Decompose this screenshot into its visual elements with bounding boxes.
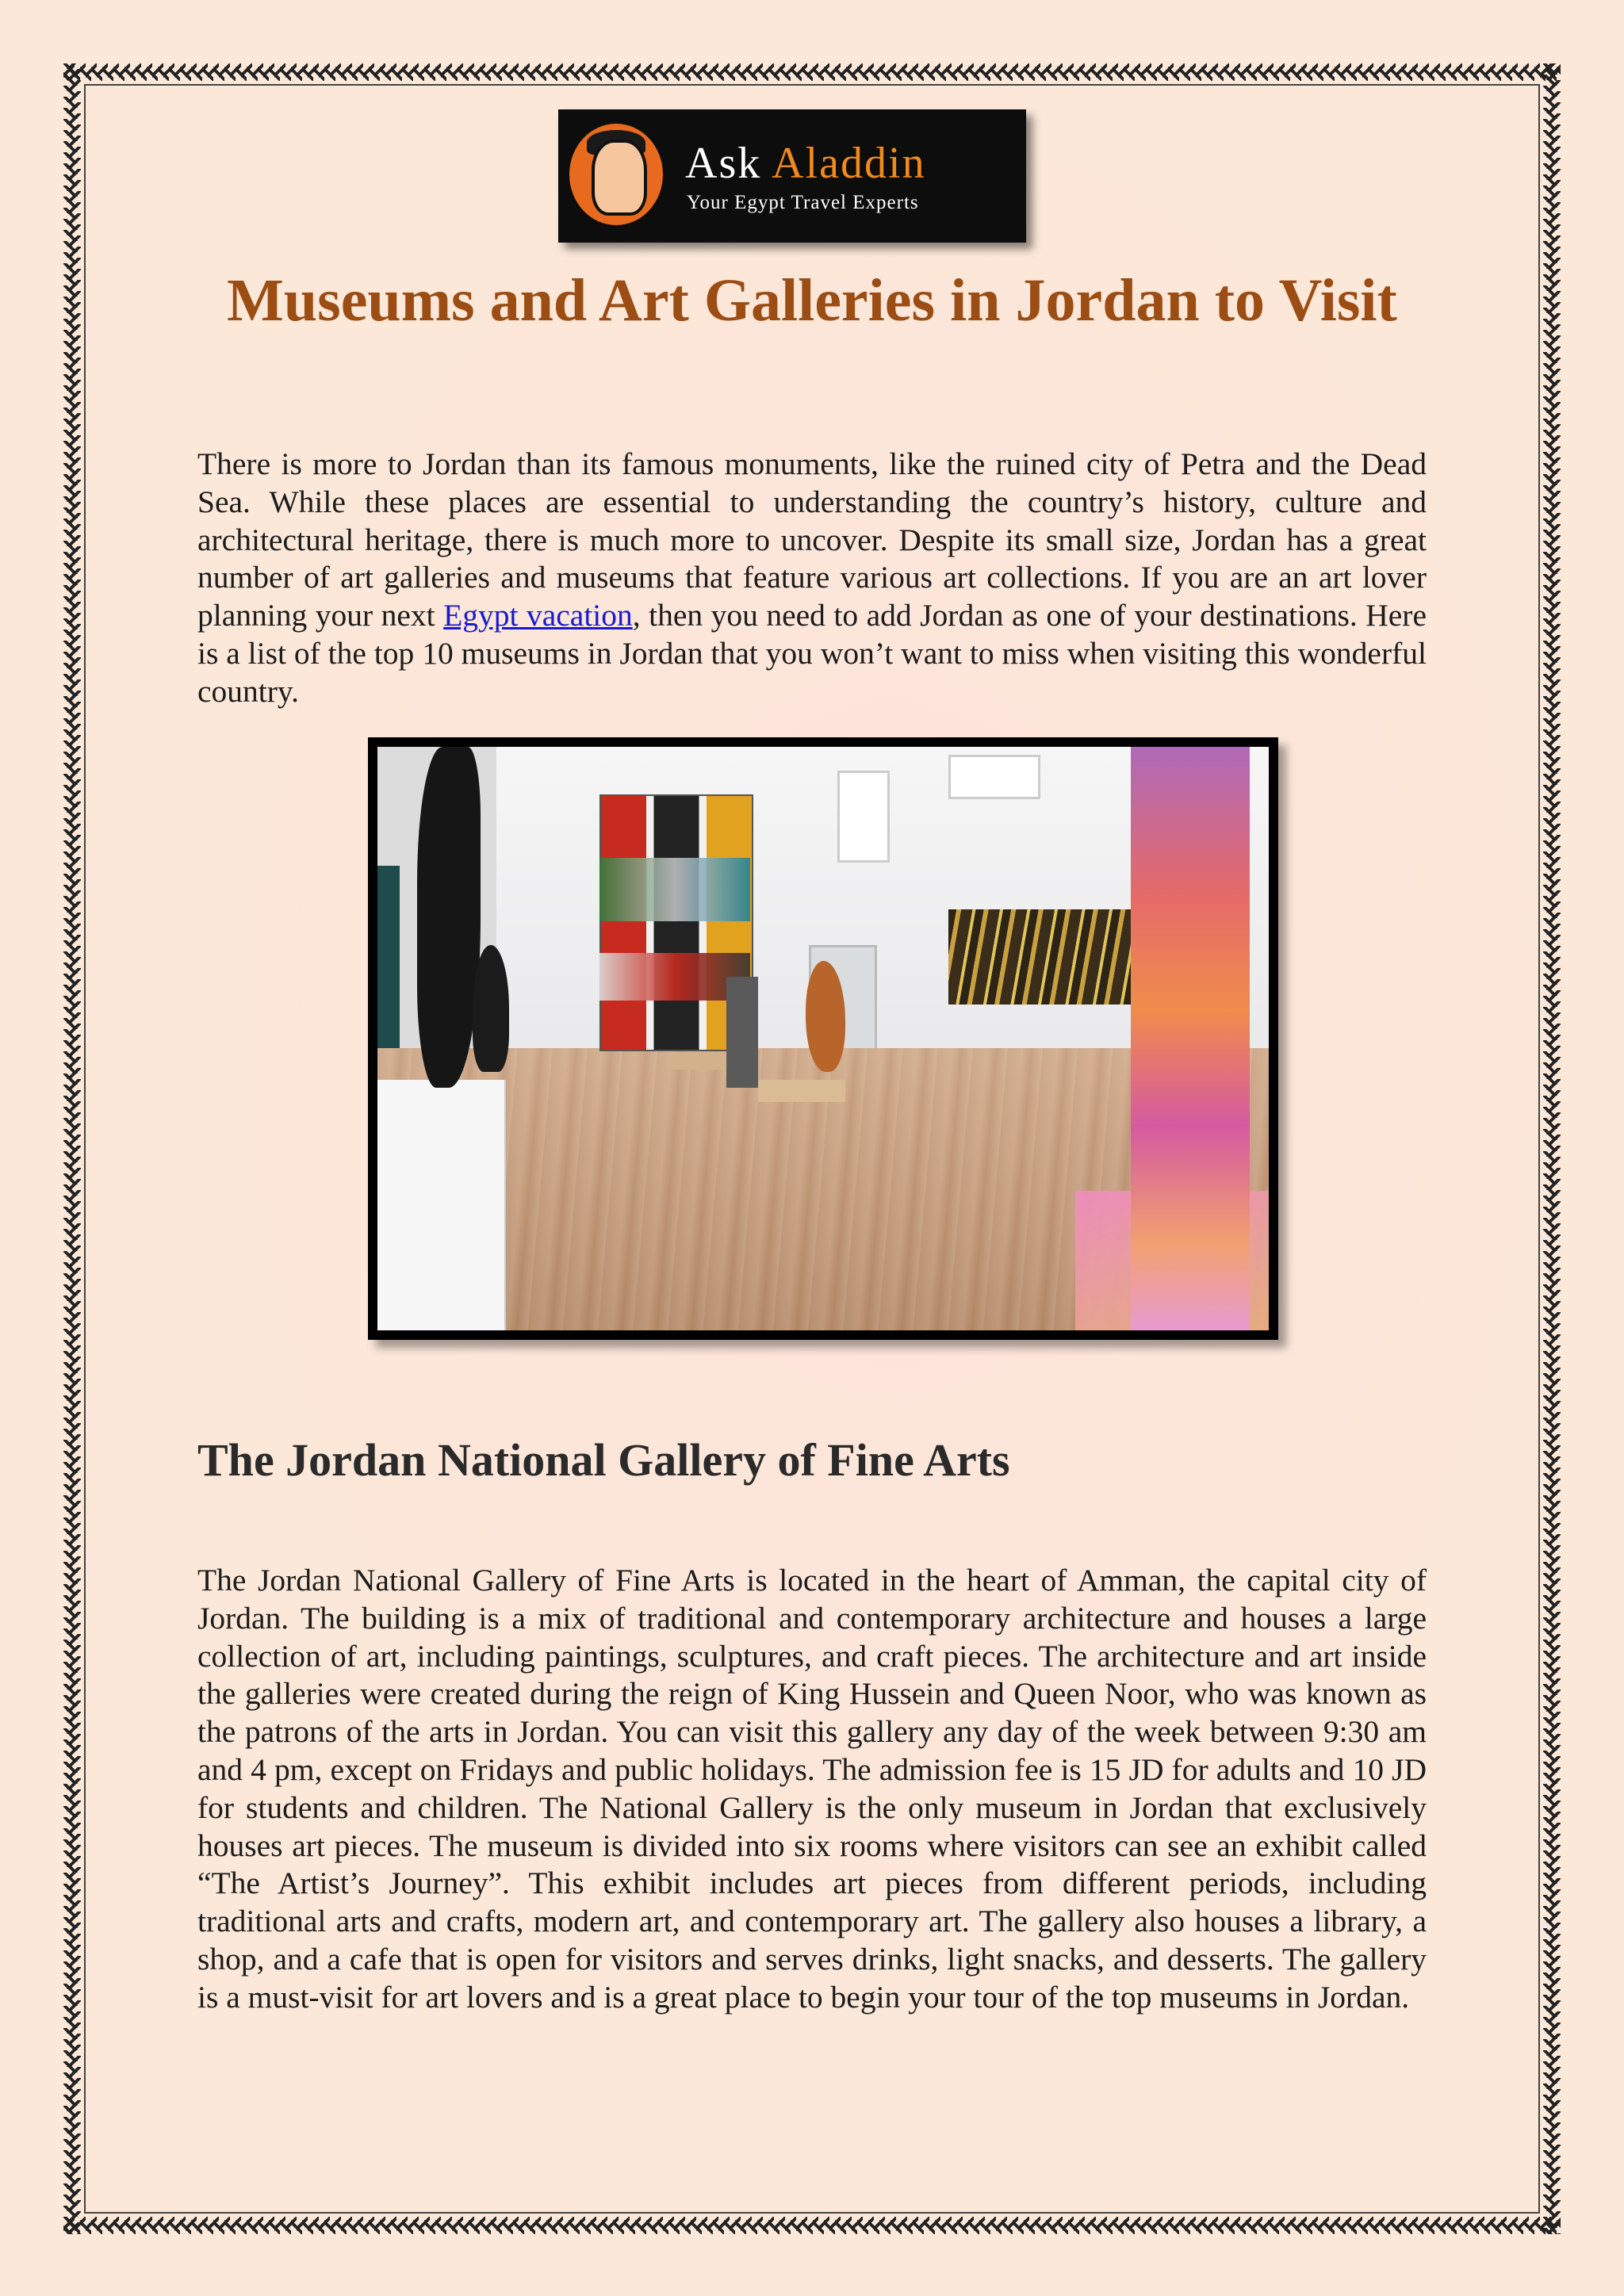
aladdin-badge-icon [569, 124, 663, 225]
badge-face [592, 140, 647, 216]
painting-left [377, 866, 400, 1048]
logo-subtitle: Your Egypt Travel Experts [687, 192, 919, 213]
border-right [1543, 63, 1561, 2234]
ask-aladdin-logo[interactable] [558, 109, 1026, 243]
logo-title [685, 138, 926, 189]
sculpture-small [473, 945, 509, 1072]
painting-collage-band [599, 858, 750, 921]
logo-title-ask: Ask [685, 139, 772, 188]
painted-column [1131, 747, 1250, 1330]
gallery-photo-image [377, 747, 1269, 1330]
intro-text-after: , then you need to add Jordan as one of your destinations. Here is a list of the top 10 museums in Jordan that you won’t want to miss when visiting this wonderful country. [197, 598, 1427, 709]
section-paragraph: The Jordan National Gallery of Fine Arts is located in the heart of Amman, the capital city of Jordan. The building is a mix of traditional and contemporary architecture and houses a large collection of art, including paintings, sculptures, and craft pieces. The architecture and art inside the galleries were created during the reign of King Hussein and Queen Noor, who was known as the patrons of the arts in Jordan. You can visit this gallery any day of the week between 9:30 am and 4 pm, except on Fridays and public holidays. The admission fee is 15 JD for adults and 10 JD for students and children. The National Gallery is the only museum in Jordan that exclusively houses art pieces. The museum is divided into six rooms where visitors can see an exhibit called “The Artist’s Journey”. This exhibit includes art pieces from different periods, including traditional arts and crafts, modern art, and contemporary art. The gallery also houses a library, a shop, and a cafe that is open for visitors and serves drinks, light snacks, and desserts. The gallery is a must-visit for art lovers and is a great place to begin your tour of the top museums in Jordan. [197, 1563, 1427, 2015]
egypt-vacation-link[interactable]: Egypt vacation [443, 598, 633, 633]
window [948, 755, 1040, 799]
sculpture-black [417, 747, 481, 1088]
bench [758, 1080, 845, 1102]
window [837, 771, 890, 863]
border-bottom [63, 2217, 1561, 2234]
page-title: Museums and Art Galleries in Jordan to Visit [227, 267, 1397, 334]
logo-title-aladdin: Aladdin [772, 139, 926, 188]
pedestal [377, 1080, 506, 1330]
border-top [63, 63, 1561, 81]
intro-paragraph [197, 446, 1427, 711]
intro-text-before: There is more to Jordan than its famous monuments, like the ruined city of Petra and the Dead Sea. While these places are essential to understanding the country’s history, culture and architectural heritage, there is much more to uncover. Despite its small size, Jordan has a great number of art galleries and museums that feature various art collections. If you are an art lover planning your next [197, 446, 1427, 633]
sculpture-post [726, 977, 758, 1088]
section-heading: The Jordan National Gallery of Fine Arts [197, 1434, 1010, 1486]
border-left [63, 63, 81, 2234]
gallery-photo [368, 737, 1278, 1340]
